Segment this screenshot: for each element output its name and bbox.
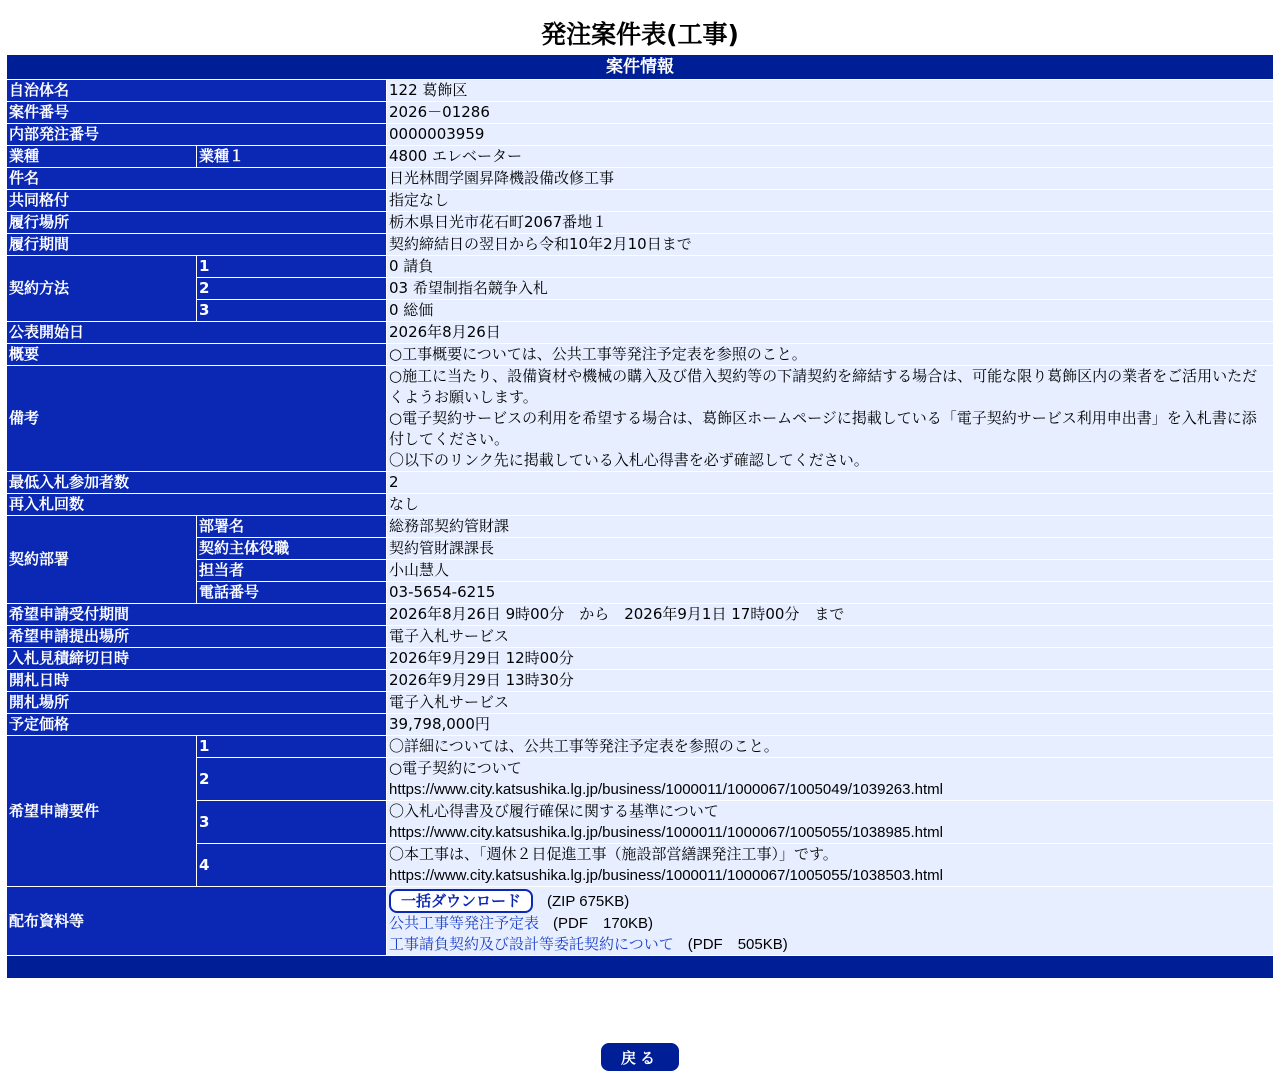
row-basho xyxy=(7,212,1274,234)
label-uketsuke: 希望申請受付期間 xyxy=(7,604,387,626)
doc-link-yotei[interactable]: 公共工事等発注予定表 xyxy=(389,914,540,932)
section-header: 案件情報 xyxy=(7,55,1274,80)
row-kohyo xyxy=(7,322,1274,344)
label-kaisatsu: 開札日時 xyxy=(7,670,387,692)
value-keiyaku-hoho-3: 0 総価 xyxy=(387,300,1274,322)
value-yoken-1 xyxy=(387,736,1274,758)
label-gaiyo: 概要 xyxy=(7,344,387,366)
sublabel-busho-1: 部署名 xyxy=(197,516,387,538)
doc-size-1: (PDF 170KB) xyxy=(553,915,654,932)
sublabel-yoken-2: 2 xyxy=(197,758,387,801)
value-busho-4: 03-5654-6215 xyxy=(387,582,1274,604)
row-busho-4 xyxy=(7,582,1274,604)
bulk-download-button[interactable]: 一括ダウンロード xyxy=(389,889,533,913)
value-sainyu: なし xyxy=(387,494,1274,516)
row-jichitai xyxy=(7,80,1274,102)
label-basho: 履行場所 xyxy=(7,212,387,234)
bulk-download-size: (ZIP 675KB) xyxy=(547,893,630,910)
label-teishutsu: 希望申請提出場所 xyxy=(7,626,387,648)
yoken-4-url: https://www.city.katsushika.lg.jp/business/1000011/1000067/1005055/1038503.html xyxy=(389,867,943,884)
sublabel-yoken-4: 4 xyxy=(197,844,387,887)
value-anken-no: 2026－01286 xyxy=(387,102,1274,124)
value-keiyaku-hoho-2: 03 希望制指名競争入札 xyxy=(387,278,1274,300)
row-busho-1 xyxy=(7,516,1274,538)
label-yotei: 予定価格 xyxy=(7,714,387,736)
value-gaiyo: ○工事概要については、公共工事等発注予定表を参照のこと。 xyxy=(387,344,1274,366)
value-busho-1: 総務部契約管財課 xyxy=(387,516,1274,538)
label-kikan: 履行期間 xyxy=(7,234,387,256)
case-info-table xyxy=(6,54,1274,979)
row-teishutsu xyxy=(7,626,1274,648)
value-kohyo: 2026年8月26日 xyxy=(387,322,1274,344)
row-yoken-3 xyxy=(7,801,1274,844)
row-biko xyxy=(7,366,1274,472)
label-kaisatsu-basho: 開札場所 xyxy=(7,692,387,714)
label-kyodo: 共同格付 xyxy=(7,190,387,212)
row-yoken-4 xyxy=(7,844,1274,887)
sublabel-yoken-1: 1 xyxy=(197,736,387,758)
row-kaisatsu-basho xyxy=(7,692,1274,714)
label-keiyaku-hoho: 契約方法 xyxy=(7,256,197,322)
doc-link-keiyaku[interactable]: 工事請負契約及び設計等委託契約について xyxy=(389,935,674,953)
page-title: 発注案件表(工事) xyxy=(541,20,739,49)
sublabel-keiyaku-hoho-3: 3 xyxy=(197,300,387,322)
row-busho-3 xyxy=(7,560,1274,582)
row-saitei xyxy=(7,472,1274,494)
sublabel-busho-2: 契約主体役職 xyxy=(197,538,387,560)
value-teishutsu: 電子入札サービス xyxy=(387,626,1274,648)
section-header-row xyxy=(7,55,1274,80)
label-kenmei: 件名 xyxy=(7,168,387,190)
row-shimekiri xyxy=(7,648,1274,670)
value-kyodo: 指定なし xyxy=(387,190,1274,212)
value-kaisatsu: 2026年9月29日 13時30分 xyxy=(387,670,1274,692)
label-saitei: 最低入札参加者数 xyxy=(7,472,387,494)
label-yoken: 希望申請要件 xyxy=(7,736,197,887)
sublabel-keiyaku-hoho-1: 1 xyxy=(197,256,387,278)
value-yoken-3 xyxy=(387,801,1274,844)
yoken-2-url: https://www.city.katsushika.lg.jp/business/1000011/1000067/1005049/1039263.html xyxy=(389,781,943,798)
row-busho-2 xyxy=(7,538,1274,560)
biko-line-2: ○電子契約サービスの利用を希望する場合は、葛飾区ホームページに掲載している「電子契約サービス利用申出書」を入札書に添付してください。 xyxy=(389,409,1257,448)
yoken-3-url: https://www.city.katsushika.lg.jp/business/1000011/1000067/1005055/1038985.html xyxy=(389,824,943,841)
row-kaisatsu xyxy=(7,670,1274,692)
back-button[interactable]: 戻る xyxy=(601,1043,679,1071)
row-kenmei xyxy=(7,168,1274,190)
row-gaiyo xyxy=(7,344,1274,366)
value-basho: 栃木県日光市花石町2067番地１ xyxy=(387,212,1274,234)
sublabel-keiyaku-hoho-2: 2 xyxy=(197,278,387,300)
yoken-2-line1: ○電子契約について xyxy=(389,759,522,777)
doc-size-2: (PDF 505KB) xyxy=(687,936,788,953)
footer-bar-cell xyxy=(7,956,1274,979)
yoken-4-line1: 〇本工事は、「週休２日促進工事（施設部営繕課発注工事）」です。 xyxy=(389,845,838,863)
row-kikan xyxy=(7,234,1274,256)
sublabel-busho-3: 担当者 xyxy=(197,560,387,582)
doc-line-2 xyxy=(389,934,1271,955)
doc-line-1 xyxy=(389,913,1271,934)
value-yotei: 39,798,000円 xyxy=(387,714,1274,736)
row-haifu xyxy=(7,887,1274,956)
sublabel-busho-4: 電話番号 xyxy=(197,582,387,604)
value-yoken-2 xyxy=(387,758,1274,801)
label-shimekiri: 入札見積締切日時 xyxy=(7,648,387,670)
row-kyodo xyxy=(7,190,1274,212)
value-shimekiri: 2026年9月29日 12時00分 xyxy=(387,648,1274,670)
value-kenmei: 日光林間学園昇降機設備改修工事 xyxy=(387,168,1274,190)
footer-bar xyxy=(7,956,1274,979)
value-uketsuke: 2026年8月26日 9時00分 から 2026年9月1日 17時00分 まで xyxy=(387,604,1274,626)
row-yoken-1 xyxy=(7,736,1274,758)
label-sainyu: 再入札回数 xyxy=(7,494,387,516)
value-biko xyxy=(387,366,1274,472)
value-kaisatsu-basho: 電子入札サービス xyxy=(387,692,1274,714)
biko-line-1: ○施工に当たり、設備資材や機械の購入及び借入契約等の下請契約を締結する場合は、可能な限り葛飾区内の業者をご活用いただくようお願いします。 xyxy=(389,367,1258,406)
value-kikan: 契約締結日の翌日から令和10年2月10日まで xyxy=(387,234,1274,256)
row-keiyaku-hoho-1 xyxy=(7,256,1274,278)
label-haifu: 配布資料等 xyxy=(7,887,387,956)
sublabel-gyoshu: 業種１ xyxy=(197,146,387,168)
row-anken-no xyxy=(7,102,1274,124)
row-naibu-no xyxy=(7,124,1274,146)
label-gyoshu: 業種 xyxy=(7,146,197,168)
row-yoken-2 xyxy=(7,758,1274,801)
value-jichitai: 122 葛飾区 xyxy=(387,80,1274,102)
row-yotei xyxy=(7,714,1274,736)
biko-line-3: 〇以下のリンク先に掲載している入札心得書を必ず確認してください。 xyxy=(389,451,869,469)
yoken-3-line1: 〇入札心得書及び履行確保に関する基準について xyxy=(389,802,719,820)
row-sainyu xyxy=(7,494,1274,516)
row-uketsuke xyxy=(7,604,1274,626)
value-gyoshu: 4800 エレベーター xyxy=(387,146,1274,168)
label-kohyo: 公表開始日 xyxy=(7,322,387,344)
yoken-1-line1: 〇詳細については、公共工事等発注予定表を参照のこと。 xyxy=(389,737,779,755)
label-busho: 契約部署 xyxy=(7,516,197,604)
label-naibu-no: 内部発注番号 xyxy=(7,124,387,146)
value-busho-3: 小山慧人 xyxy=(387,560,1274,582)
value-busho-2: 契約管財課課長 xyxy=(387,538,1274,560)
label-biko: 備考 xyxy=(7,366,387,472)
download-line xyxy=(389,887,1271,913)
label-anken-no: 案件番号 xyxy=(7,102,387,124)
value-naibu-no: 0000003959 xyxy=(387,124,1274,146)
sublabel-yoken-3: 3 xyxy=(197,801,387,844)
row-keiyaku-hoho-3 xyxy=(7,300,1274,322)
value-keiyaku-hoho-1: 0 請負 xyxy=(387,256,1274,278)
value-saitei: 2 xyxy=(387,472,1274,494)
row-gyoshu xyxy=(7,146,1274,168)
value-yoken-4 xyxy=(387,844,1274,887)
value-haifu xyxy=(387,887,1274,956)
label-jichitai: 自治体名 xyxy=(7,80,387,102)
row-keiyaku-hoho-2 xyxy=(7,278,1274,300)
